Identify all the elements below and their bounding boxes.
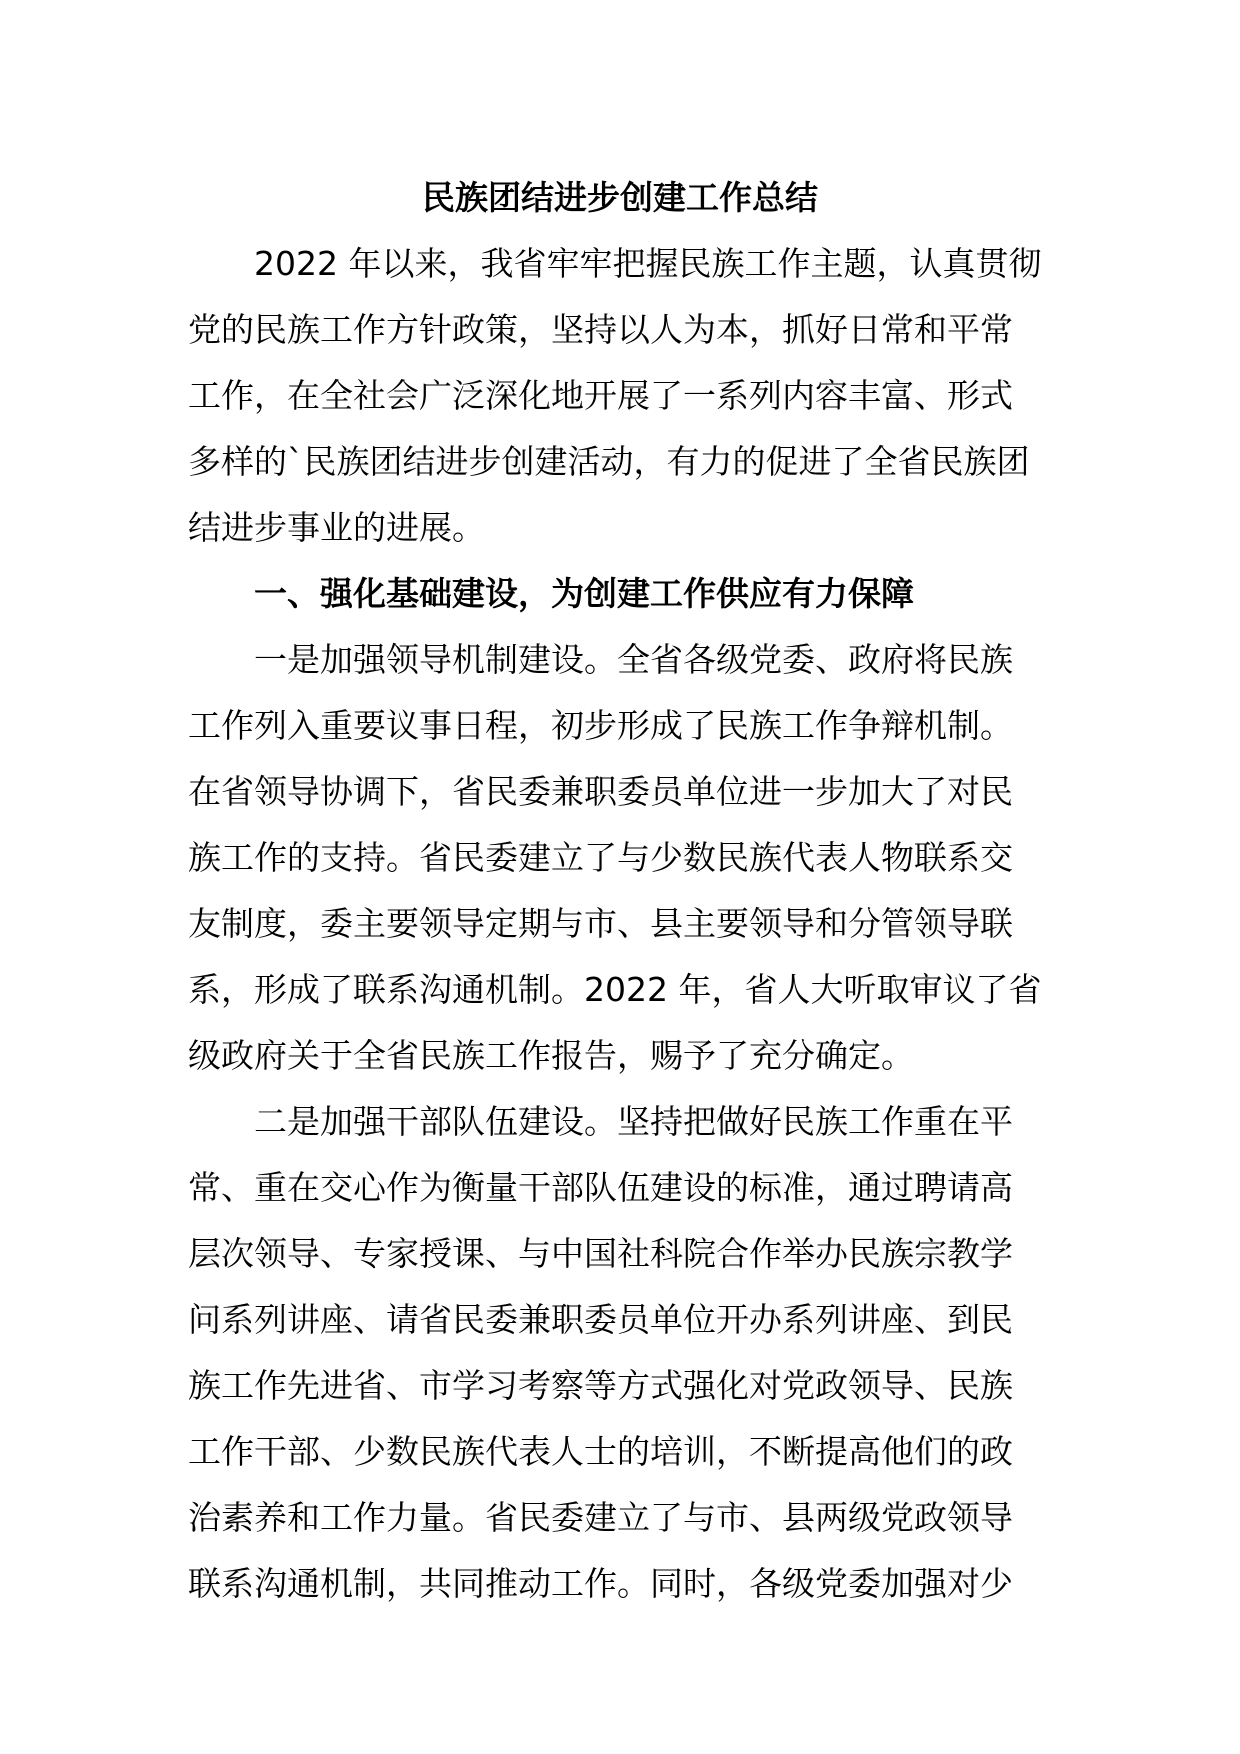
paragraph-line: 2022 年以来，我省牢牢把握民族工作主题，认真贯彻 [254, 244, 1042, 283]
paragraph-line: 工作干部、少数民族代表人士的培训，不断提高他们的政 [188, 1432, 1013, 1471]
paragraph-line: 多样的`民族团结进步创建活动，有力的促进了全省民族团 [188, 442, 1030, 481]
paragraph-line: 工作列入重要议事日程，初步形成了民族工作争辩机制。 [188, 706, 1013, 745]
paragraph-line: 在省领导协调下，省民委兼职委员单位进一步加大了对民 [188, 772, 1013, 811]
section-heading: 一、强化基础建设，为创建工作供应有力保障 [254, 574, 914, 613]
paragraph-line: 治素养和工作力量。省民委建立了与市、县两级党政领导 [188, 1498, 1013, 1537]
paragraph-line: 一是加强领导机制建设。全省各级党委、政府将民族 [254, 640, 1013, 679]
paragraph-line: 级政府关于全省民族工作报告，赐予了充分确定。 [188, 1036, 914, 1075]
paragraph-line: 二是加强干部队伍建设。坚持把做好民族工作重在平 [254, 1102, 1013, 1141]
paragraph-line: 联系沟通机制，共同推动工作。同时，各级党委加强对少 [188, 1564, 1013, 1603]
paragraph-line: 工作，在全社会广泛深化地开展了一系列内容丰富、形式 [188, 376, 1013, 415]
paragraph-line: 结进步事业的进展。 [188, 508, 485, 547]
paragraph-line: 友制度，委主要领导定期与市、县主要领导和分管领导联 [188, 904, 1013, 943]
paragraph-line: 常、重在交心作为衡量干部队伍建设的标准，通过聘请高 [188, 1168, 1013, 1207]
paragraph-line: 族工作的支持。省民委建立了与少数民族代表人物联系交 [188, 838, 1013, 877]
paragraph-line: 党的民族工作方针政策，坚持以人为本，抓好日常和平常 [188, 310, 1013, 349]
paragraph-line: 层次领导、专家授课、与中国社科院合作举办民族宗教学 [188, 1234, 1013, 1273]
paragraph-line: 族工作先进省、市学习考察等方式强化对党政领导、民族 [188, 1366, 1013, 1405]
paragraph-line: 系，形成了联系沟通机制。2022 年，省人大听取审议了省 [188, 970, 1042, 1009]
document-title: 民族团结进步创建工作总结 [422, 178, 818, 217]
paragraph-line: 问系列讲座、请省民委兼职委员单位开办系列讲座、到民 [188, 1300, 1013, 1339]
